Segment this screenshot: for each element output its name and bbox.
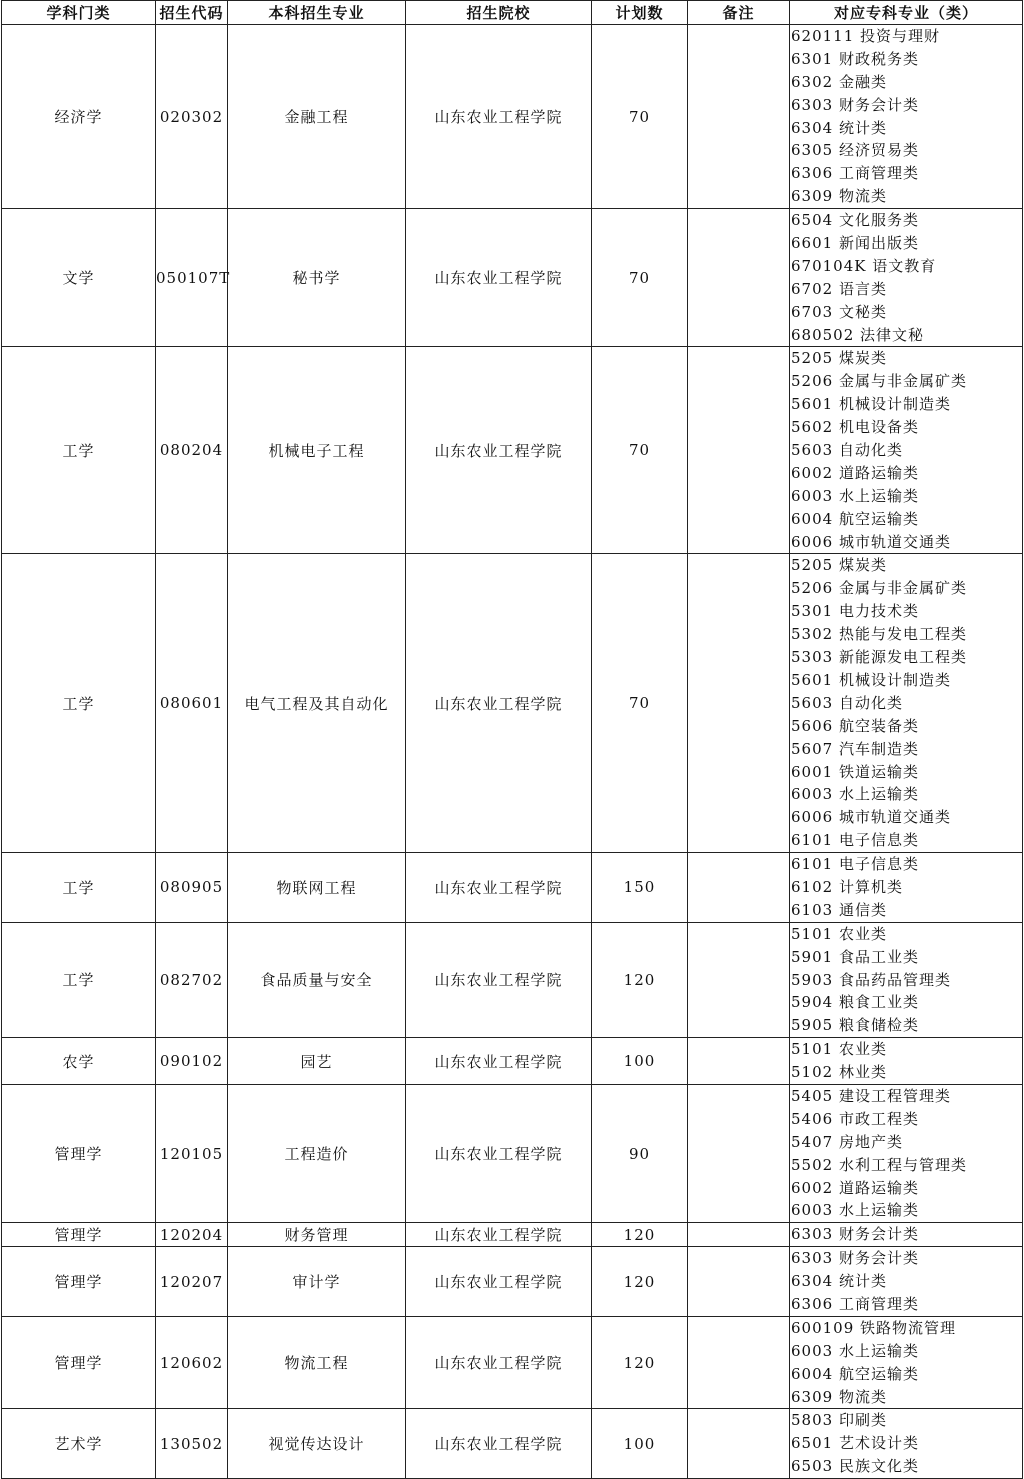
related-major-item: 6501 艺术设计类: [791, 1434, 919, 1453]
code-cell: 120602: [156, 1316, 228, 1409]
plan-cell: 70: [592, 554, 688, 853]
note-cell: [688, 1084, 790, 1222]
table-row: [2, 1038, 1023, 1085]
plan-cell: 70: [592, 209, 688, 347]
code-cell: 080601: [156, 554, 228, 853]
related-major-item: 680502 法律文秘: [791, 325, 925, 344]
related-major-item: 5803 印刷类: [791, 1411, 887, 1430]
related-major-item: 6003 水上运输类: [791, 1201, 919, 1220]
related-major-item: 6306 工商管理类: [791, 1294, 919, 1313]
table-row: [2, 922, 1023, 1037]
related-major-item: 6004 航空运输类: [791, 509, 919, 528]
category-cell: 管理学: [2, 1247, 156, 1317]
code-cell: 120207: [156, 1247, 228, 1317]
code-cell: 120105: [156, 1084, 228, 1222]
related-major-item: 6504 文化服务类: [791, 211, 919, 230]
code-cell: 080905: [156, 853, 228, 923]
note-cell: [688, 853, 790, 923]
category-cell: 管理学: [2, 1316, 156, 1409]
related-major-item: 6001 铁道运输类: [791, 762, 919, 781]
related-major-item: 6006 城市轨道交通类: [791, 808, 951, 827]
related-major-item: 5406 市政工程类: [791, 1109, 919, 1128]
note-cell: [688, 25, 790, 209]
plan-cell: 120: [592, 1247, 688, 1317]
note-cell: [688, 1223, 790, 1247]
plan-cell: 70: [592, 25, 688, 209]
related-major-item: 5904 粮食工业类: [791, 993, 919, 1012]
related-major-item: 600109 铁路物流管理: [791, 1318, 957, 1337]
related-major-item: 5903 食品药品管理类: [791, 970, 951, 989]
category-cell: 经济学: [2, 25, 156, 209]
note-cell: [688, 1038, 790, 1085]
related-major-item: 6303 财务会计类: [791, 1249, 919, 1268]
header-school: 招生院校: [406, 1, 592, 25]
plan-cell: 90: [592, 1084, 688, 1222]
related-majors-cell: [790, 1316, 1023, 1409]
category-cell: 工学: [2, 347, 156, 554]
related-major-item: 5101 农业类: [791, 924, 887, 943]
related-major-item: 5601 机械设计制造类: [791, 395, 951, 414]
table-row: [2, 1223, 1023, 1247]
related-major-item: 6002 道路运输类: [791, 1178, 919, 1197]
code-cell: 020302: [156, 25, 228, 209]
code-cell: 082702: [156, 922, 228, 1037]
category-cell: 工学: [2, 922, 156, 1037]
related-majors-cell: [790, 1247, 1023, 1317]
related-major-item: 5101 农业类: [791, 1040, 887, 1059]
plan-cell: 100: [592, 1038, 688, 1085]
note-cell: [688, 347, 790, 554]
major-cell-name: 物联网工程: [228, 853, 406, 923]
note-cell: [688, 922, 790, 1037]
note-cell: [688, 554, 790, 853]
related-major-item: 5901 食品工业类: [791, 947, 919, 966]
related-major-item: 6304 统计类: [791, 1272, 887, 1291]
related-major-item: 6003 水上运输类: [791, 486, 919, 505]
major-cell-name: 视觉传达设计: [228, 1409, 406, 1479]
school-cell: 山东农业工程学院: [406, 1223, 592, 1247]
related-major-item: 5502 水利工程与管理类: [791, 1155, 967, 1174]
related-majors-cell: [790, 1223, 1023, 1247]
related-major-item: 6303 财务会计类: [791, 95, 919, 114]
code-cell: 130502: [156, 1409, 228, 1479]
note-cell: [688, 1409, 790, 1479]
header-plan: 计划数: [592, 1, 688, 25]
related-major-item: 6301 财政税务类: [791, 49, 919, 68]
related-major-item: 6309 物流类: [791, 187, 887, 206]
category-cell: 管理学: [2, 1223, 156, 1247]
plan-cell: 120: [592, 1316, 688, 1409]
school-cell: 山东农业工程学院: [406, 922, 592, 1037]
related-major-item: 5606 航空装备类: [791, 716, 919, 735]
related-majors-cell: [790, 209, 1023, 347]
header-row: [2, 1, 1023, 25]
related-majors-cell: [790, 1084, 1023, 1222]
table-row: [2, 1409, 1023, 1479]
code-cell: 090102: [156, 1038, 228, 1085]
school-cell: 山东农业工程学院: [406, 1247, 592, 1317]
plan-cell: 120: [592, 1223, 688, 1247]
code-cell: 080204: [156, 347, 228, 554]
related-major-item: 5302 热能与发电工程类: [791, 625, 967, 644]
major-cell-name: 秘书学: [228, 209, 406, 347]
related-major-item: 5603 自动化类: [791, 441, 903, 460]
related-major-item: 6006 城市轨道交通类: [791, 532, 951, 551]
related-major-item: 5205 煤炭类: [791, 556, 887, 575]
related-major-item: 5405 建设工程管理类: [791, 1086, 951, 1105]
related-major-item: 670104K 语文教育: [791, 256, 937, 275]
related-major-item: 5301 电力技术类: [791, 602, 919, 621]
code-cell: 120204: [156, 1223, 228, 1247]
table-body: [2, 25, 1023, 1479]
category-cell: 农学: [2, 1038, 156, 1085]
table-header: [2, 1, 1023, 25]
related-major-item: 5205 煤炭类: [791, 349, 887, 368]
note-cell: [688, 1316, 790, 1409]
related-majors-cell: [790, 922, 1023, 1037]
category-cell: 艺术学: [2, 1409, 156, 1479]
table-row: [2, 1247, 1023, 1317]
related-major-item: 5601 机械设计制造类: [791, 670, 951, 689]
header-major: 本科招生专业: [228, 1, 406, 25]
related-major-item: 5602 机电设备类: [791, 418, 919, 437]
header-code: 招生代码: [156, 1, 228, 25]
major-cell-name: 机械电子工程: [228, 347, 406, 554]
school-cell: 山东农业工程学院: [406, 1038, 592, 1085]
related-major-item: 6309 物流类: [791, 1387, 887, 1406]
related-major-item: 5905 粮食储检类: [791, 1016, 919, 1035]
related-major-item: 5607 汽车制造类: [791, 739, 919, 758]
major-cell-name: 财务管理: [228, 1223, 406, 1247]
related-major-item: 6503 民族文化类: [791, 1457, 919, 1476]
school-cell: 山东农业工程学院: [406, 1409, 592, 1479]
related-major-item: 6304 统计类: [791, 118, 887, 137]
major-cell-name: 物流工程: [228, 1316, 406, 1409]
school-cell: 山东农业工程学院: [406, 554, 592, 853]
table-row: [2, 554, 1023, 853]
major-cell-name: 审计学: [228, 1247, 406, 1317]
table-row: [2, 209, 1023, 347]
major-cell-name: 电气工程及其自动化: [228, 554, 406, 853]
school-cell: 山东农业工程学院: [406, 1316, 592, 1409]
related-major-item: 6102 计算机类: [791, 877, 903, 896]
plan-cell: 150: [592, 853, 688, 923]
plan-cell: 120: [592, 922, 688, 1037]
header-note: 备注: [688, 1, 790, 25]
school-cell: 山东农业工程学院: [406, 209, 592, 347]
plan-cell: 100: [592, 1409, 688, 1479]
school-cell: 山东农业工程学院: [406, 1084, 592, 1222]
table-row: [2, 347, 1023, 554]
school-cell: 山东农业工程学院: [406, 347, 592, 554]
major-cell-name: 食品质量与安全: [228, 922, 406, 1037]
related-majors-cell: [790, 853, 1023, 923]
code-cell: 050107T: [156, 209, 228, 347]
major-cell-name: 金融工程: [228, 25, 406, 209]
related-majors-cell: [790, 347, 1023, 554]
category-cell: 管理学: [2, 1084, 156, 1222]
enrollment-table: [1, 0, 1023, 1479]
category-cell: 工学: [2, 853, 156, 923]
related-major-item: 5303 新能源发电工程类: [791, 648, 967, 667]
category-cell: 文学: [2, 209, 156, 347]
related-major-item: 6601 新闻出版类: [791, 234, 919, 253]
related-major-item: 6305 经济贸易类: [791, 141, 919, 160]
related-major-item: 6303 财务会计类: [791, 1225, 919, 1244]
related-major-item: 6101 电子信息类: [791, 855, 919, 874]
related-major-item: 6003 水上运输类: [791, 1341, 919, 1360]
plan-cell: 70: [592, 347, 688, 554]
table-row: [2, 1084, 1023, 1222]
related-major-item: 6004 航空运输类: [791, 1364, 919, 1383]
related-major-item: 6302 金融类: [791, 72, 887, 91]
related-major-item: 6702 语言类: [791, 279, 887, 298]
related-major-item: 6103 通信类: [791, 900, 887, 919]
major-cell-name: 园艺: [228, 1038, 406, 1085]
school-cell: 山东农业工程学院: [406, 25, 592, 209]
header-related: 对应专科专业（类）: [790, 1, 1023, 25]
related-major-item: 5102 林业类: [791, 1063, 887, 1082]
related-majors-cell: [790, 1409, 1023, 1479]
related-major-item: 6002 道路运输类: [791, 463, 919, 482]
table-row: [2, 853, 1023, 923]
related-majors-cell: [790, 554, 1023, 853]
category-cell: 工学: [2, 554, 156, 853]
related-majors-cell: [790, 1038, 1023, 1085]
related-major-item: 6703 文秘类: [791, 302, 887, 321]
major-cell-name: 工程造价: [228, 1084, 406, 1222]
note-cell: [688, 1247, 790, 1317]
related-major-item: 6306 工商管理类: [791, 164, 919, 183]
related-major-item: 6003 水上运输类: [791, 785, 919, 804]
school-cell: 山东农业工程学院: [406, 853, 592, 923]
table-row: [2, 25, 1023, 209]
table-row: [2, 1316, 1023, 1409]
related-major-item: 5603 自动化类: [791, 693, 903, 712]
related-major-item: 620111 投资与理财: [791, 27, 941, 45]
related-major-item: 5206 金属与非金属矿类: [791, 372, 967, 391]
note-cell: [688, 209, 790, 347]
related-major-item: 5407 房地产类: [791, 1132, 903, 1151]
related-major-item: 6101 电子信息类: [791, 831, 919, 850]
related-major-item: 5206 金属与非金属矿类: [791, 579, 967, 598]
header-category: 学科门类: [2, 1, 156, 25]
related-majors-cell: [790, 25, 1023, 209]
